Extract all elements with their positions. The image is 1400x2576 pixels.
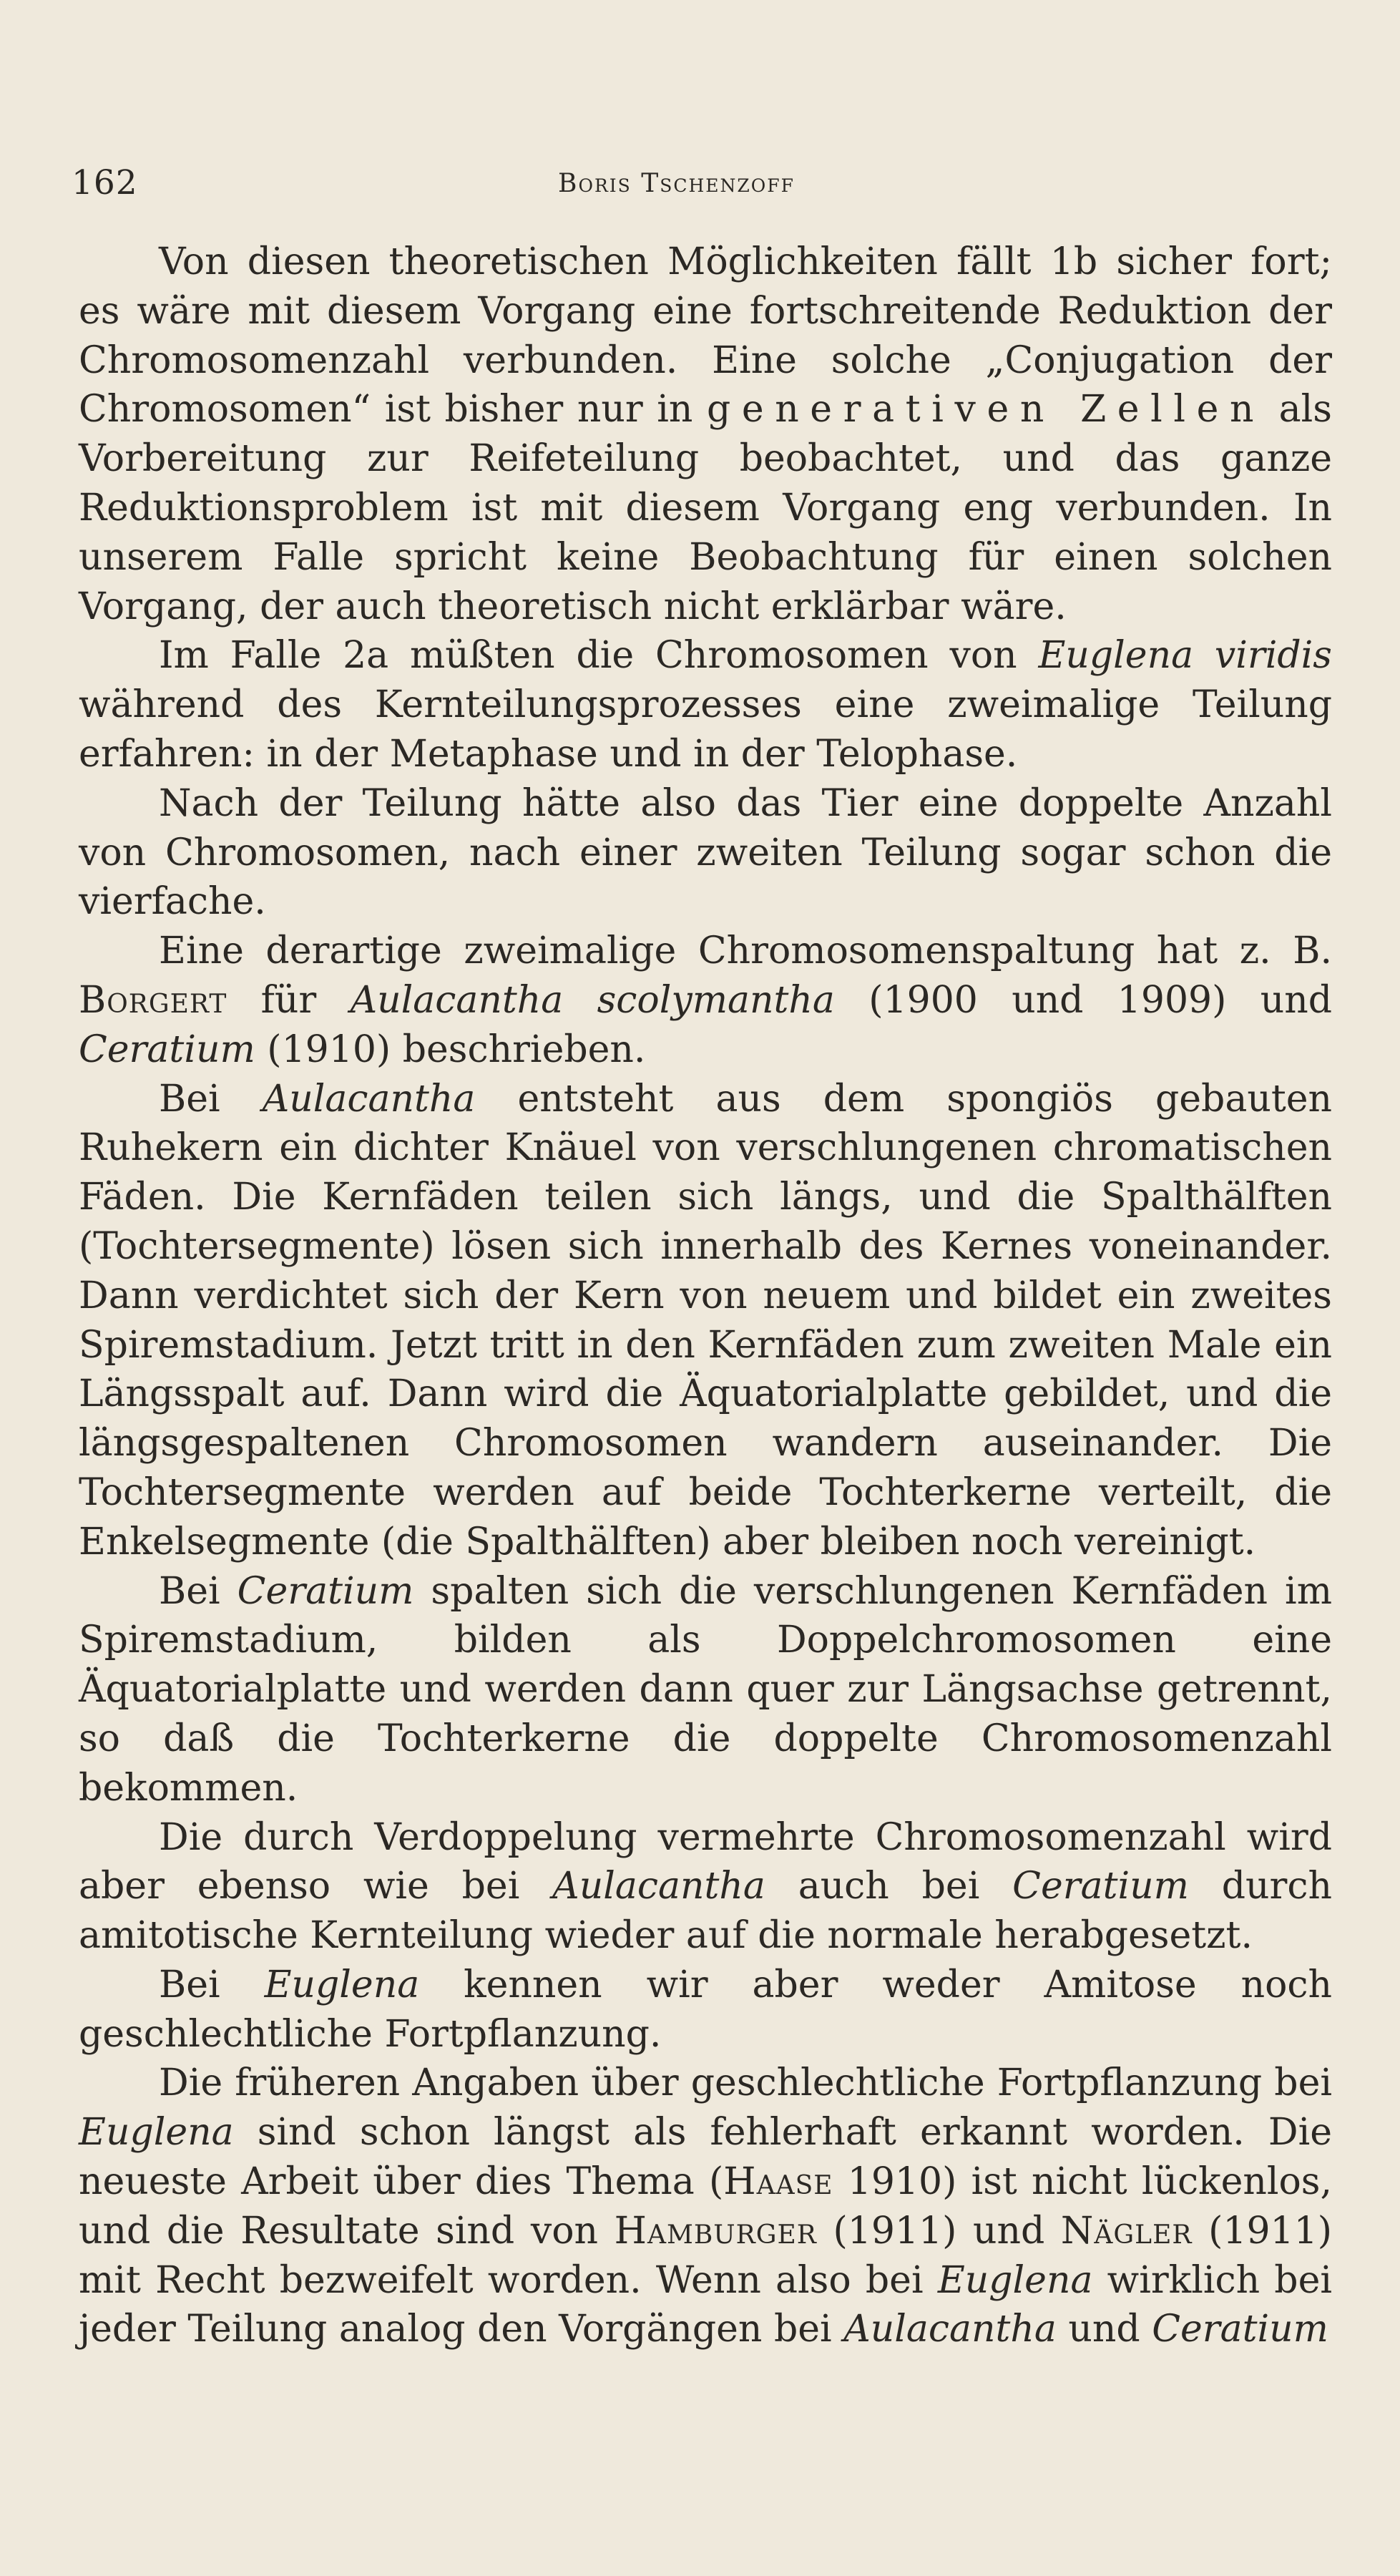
species-name: Aulacantha scolymantha <box>350 978 835 1022</box>
text-segment: (1900 und 1909) und <box>834 978 1333 1022</box>
author-name: Nägler <box>1060 2209 1193 2253</box>
text-segment: Bei <box>159 1569 238 1613</box>
author-name: Haase <box>723 2160 833 2204</box>
paragraph <box>79 1075 1332 1567</box>
text-segment: entsteht aus dem spongiös gebauten Ruhekern ein dichter Knäuel von verschlungenen chromatischen Fäden. Die Kernfäden teilen sich längs, und die Spalthälften (Tochtersegmente) lösen sich innerhalb des Kernes voneinander. Dann verdichtet sich der Kern von neuem und bildet ein zweites Spiremstadium. Jetzt tritt in den Kernfäden zum zweiten Male ein Längsspalt auf. Dann wird die Äquatorialplatte gebildet, und die längsgespaltenen Chromosomen wandern auseinander. Die Tochtersegmente werden auf beide Tochterkerne verteilt, die Enkelsegmente (die Spalthälften) aber bleiben noch vereinigt. <box>79 1077 1332 1563</box>
text-segment: auch bei <box>765 1865 1013 1908</box>
text-segment: Die durch Verdoppelung vermehrte Chromosomenzahl wird aber ebenso wie bei <box>79 1815 1332 1908</box>
text-segment: Von diesen theoretischen Möglichkeiten fällt 1b sicher fort; es wäre mit diesem Vorgang eine fortschreitende Reduktion der Chromosomenzahl verbunden. Eine solche „Conjugation der Chromosomen“ ist bisher nur in <box>79 240 1332 431</box>
text-segment: (1910) beschrieben. <box>255 1028 646 1071</box>
text-segment: Eine derartige zweimalige Chromosomenspaltung hat z. B. <box>159 930 1332 973</box>
text-segment: wirklich bei jeder Teilung analog den Vorgängen bei <box>79 2258 1332 2351</box>
text-segment: während des Kernteilungsprozesses eine zweimalige Teilung erfahren: in der Metaphase und in der Telophase. <box>79 683 1332 776</box>
text-segment: für <box>227 978 351 1022</box>
text-segment: Bei <box>159 1963 265 2006</box>
species-name: Ceratium <box>1152 2308 1328 2351</box>
author-name: Borgert <box>79 978 227 1022</box>
species-name: Ceratium <box>1012 1865 1189 1908</box>
text-segment: Im Falle 2a müßten die Chromosomen von <box>159 634 1039 678</box>
text-segment: 1910) ist nicht lückenlos, und die Resultate sind von <box>79 2160 1332 2253</box>
text-segment: sind schon längst als fehlerhaft erkannt worden. Die neueste Arbeit über dies Thema ( <box>79 2111 1332 2204</box>
text-segment: spalten sich die verschlungenen Kernfäden im Spiremstadium, bilden als Doppelchromosomen eine Äquatorialplatte und werden dann quer zur Längsachse getrennt, so daß die Tochterkerne die doppelte Chromosomenzahl bekommen. <box>79 1569 1332 1810</box>
paragraph <box>79 779 1332 927</box>
author-name: Hamburger <box>614 2209 817 2253</box>
text-segment: kennen wir aber weder Amitose noch geschlechtliche Fortpflanzung. <box>79 1963 1333 2056</box>
species-name: Euglena viridis <box>1038 634 1332 678</box>
paragraph <box>79 631 1332 779</box>
paragraph <box>79 927 1332 1074</box>
page-number: 162 <box>72 163 138 203</box>
species-name: Euglena <box>79 2111 234 2155</box>
text-segment: und <box>1056 2308 1152 2351</box>
text-segment: als Vorbereitung zur Reifeteilung beobachtet, und das ganze Reduktionsproblem ist mit diesem Vorgang eng verbunden. In unserem Falle spricht keine Beobachtung für einen solchen Vorgang, der auch theoretisch nicht erklärbar wäre. <box>79 388 1332 628</box>
paragraph <box>79 1813 1332 1961</box>
species-name: Ceratium <box>237 1569 414 1613</box>
text-segment: Bei <box>159 1077 263 1121</box>
text-segment-spaced: generativen Zellen <box>706 388 1266 431</box>
paragraph <box>79 1567 1332 1813</box>
species-name: Ceratium <box>79 1028 255 1071</box>
paragraph <box>79 2059 1332 2354</box>
text-segment: Nach der Teilung hätte also das Tier eine doppelte Anzahl von Chromosomen, nach einer zweiten Teilung sogar schon die vierfache. <box>79 781 1332 924</box>
running-head: Boris Tschenzoff <box>558 169 795 198</box>
text-segment: (1911) mit Recht bezweifelt worden. Wenn also bei <box>79 2209 1332 2302</box>
page-header <box>72 163 1334 213</box>
species-name: Euglena <box>264 1963 420 2006</box>
species-name: Aulacantha <box>262 1077 476 1121</box>
species-name: Euglena <box>937 2258 1093 2302</box>
paragraph <box>79 238 1332 631</box>
text-segment: Die früheren Angaben über geschlechtliche Fortpflanzung bei <box>159 2062 1332 2105</box>
species-name: Aulacantha <box>843 2308 1057 2351</box>
species-name: Aulacantha <box>552 1865 765 1908</box>
body-text <box>79 238 1332 2354</box>
paragraph <box>79 1961 1332 2059</box>
text-segment: durch amitotische Kernteilung wieder auf die normale herabgesetzt. <box>79 1865 1332 1958</box>
text-segment: (1911) und <box>816 2209 1061 2253</box>
